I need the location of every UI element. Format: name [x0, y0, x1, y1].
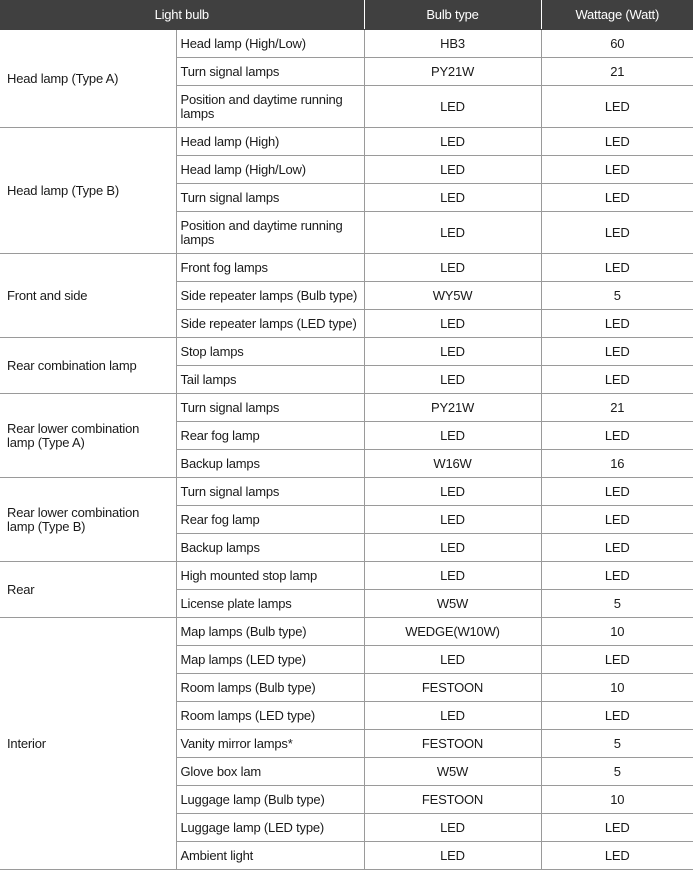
bulb-type-cell: LED [364, 562, 541, 590]
header-light-bulb: Light bulb [0, 0, 364, 30]
table-row [0, 618, 693, 646]
bulb-name-cell: Side repeater lamps (LED type) [176, 310, 364, 338]
header-row [0, 0, 693, 30]
wattage-cell: LED [541, 184, 693, 212]
wattage-cell: 16 [541, 450, 693, 478]
bulb-type-cell: LED [364, 534, 541, 562]
group-label: Head lamp (Type A) [0, 30, 176, 128]
bulb-name-cell: Ambient light [176, 842, 364, 870]
table-row [0, 254, 693, 282]
bulb-name-cell: Head lamp (High/Low) [176, 156, 364, 184]
bulb-name-cell: Position and daytime running lamps [176, 212, 364, 254]
wattage-cell: LED [541, 254, 693, 282]
bulb-name-cell: Room lamps (LED type) [176, 702, 364, 730]
wattage-cell: LED [541, 842, 693, 870]
table-body [0, 30, 693, 870]
bulb-name-cell: Head lamp (High) [176, 128, 364, 156]
wattage-cell: 10 [541, 786, 693, 814]
bulb-type-cell: LED [364, 646, 541, 674]
wattage-cell: LED [541, 338, 693, 366]
wattage-cell: 5 [541, 590, 693, 618]
wattage-cell: LED [541, 310, 693, 338]
bulb-type-cell: LED [364, 338, 541, 366]
bulb-name-cell: Backup lamps [176, 534, 364, 562]
group-label: Rear [0, 562, 176, 618]
bulb-name-cell: Vanity mirror lamps* [176, 730, 364, 758]
bulb-name-cell: Side repeater lamps (Bulb type) [176, 282, 364, 310]
bulb-name-cell: Turn signal lamps [176, 478, 364, 506]
bulb-name-cell: Turn signal lamps [176, 184, 364, 212]
bulb-name-cell: Luggage lamp (Bulb type) [176, 786, 364, 814]
group-label: Rear lower combination lamp (Type B) [0, 478, 176, 562]
wattage-cell: 10 [541, 674, 693, 702]
wattage-cell: LED [541, 422, 693, 450]
group-label: Head lamp (Type B) [0, 128, 176, 254]
wattage-cell: LED [541, 506, 693, 534]
bulb-name-cell: Rear fog lamp [176, 422, 364, 450]
wattage-cell: LED [541, 534, 693, 562]
header-wattage: Wattage (Watt) [541, 0, 693, 30]
wattage-cell: LED [541, 814, 693, 842]
wattage-cell: LED [541, 86, 693, 128]
wattage-cell: 10 [541, 618, 693, 646]
bulb-type-cell: HB3 [364, 30, 541, 58]
bulb-name-cell: License plate lamps [176, 590, 364, 618]
table-row [0, 128, 693, 156]
bulb-type-cell: WY5W [364, 282, 541, 310]
bulb-type-cell: LED [364, 184, 541, 212]
wattage-cell: 60 [541, 30, 693, 58]
bulb-type-cell: LED [364, 366, 541, 394]
bulb-type-cell: LED [364, 478, 541, 506]
table-row [0, 394, 693, 422]
bulb-name-cell: Tail lamps [176, 366, 364, 394]
bulb-type-cell: LED [364, 310, 541, 338]
bulb-type-cell: LED [364, 212, 541, 254]
wattage-cell: 5 [541, 730, 693, 758]
table-row [0, 562, 693, 590]
bulb-type-cell: W16W [364, 450, 541, 478]
bulb-type-cell: LED [364, 156, 541, 184]
bulb-type-cell: LED [364, 814, 541, 842]
bulb-name-cell: Stop lamps [176, 338, 364, 366]
bulb-type-cell: FESTOON [364, 674, 541, 702]
wattage-cell: 21 [541, 394, 693, 422]
header-bulb-type: Bulb type [364, 0, 541, 30]
table-row [0, 338, 693, 366]
wattage-cell: 5 [541, 758, 693, 786]
group-label: Interior [0, 618, 176, 870]
bulb-type-cell: FESTOON [364, 730, 541, 758]
bulb-type-cell: LED [364, 128, 541, 156]
bulb-name-cell: Backup lamps [176, 450, 364, 478]
bulb-type-cell: W5W [364, 590, 541, 618]
group-label: Front and side [0, 254, 176, 338]
wattage-cell: LED [541, 128, 693, 156]
bulb-name-cell: Rear fog lamp [176, 506, 364, 534]
bulb-type-cell: LED [364, 506, 541, 534]
bulb-name-cell: Glove box lam [176, 758, 364, 786]
wattage-cell: LED [541, 212, 693, 254]
bulb-name-cell: Turn signal lamps [176, 58, 364, 86]
bulb-type-cell: LED [364, 86, 541, 128]
group-label: Rear combination lamp [0, 338, 176, 394]
wattage-cell: LED [541, 366, 693, 394]
wattage-cell: LED [541, 156, 693, 184]
bulb-name-cell: Map lamps (Bulb type) [176, 618, 364, 646]
table-row [0, 30, 693, 58]
bulb-type-cell: LED [364, 842, 541, 870]
bulb-type-cell: FESTOON [364, 786, 541, 814]
table-header [0, 0, 693, 30]
bulb-name-cell: Luggage lamp (LED type) [176, 814, 364, 842]
bulb-name-cell: High mounted stop lamp [176, 562, 364, 590]
bulb-name-cell: Head lamp (High/Low) [176, 30, 364, 58]
group-label: Rear lower combination lamp (Type A) [0, 394, 176, 478]
wattage-cell: LED [541, 478, 693, 506]
bulb-type-cell: LED [364, 254, 541, 282]
table-row [0, 478, 693, 506]
bulb-name-cell: Turn signal lamps [176, 394, 364, 422]
wattage-cell: LED [541, 562, 693, 590]
bulb-type-cell: W5W [364, 758, 541, 786]
bulb-name-cell: Position and daytime running lamps [176, 86, 364, 128]
bulb-type-cell: PY21W [364, 58, 541, 86]
wattage-cell: 21 [541, 58, 693, 86]
bulb-type-cell: LED [364, 702, 541, 730]
bulb-type-cell: WEDGE(W10W) [364, 618, 541, 646]
bulb-type-cell: PY21W [364, 394, 541, 422]
wattage-cell: LED [541, 646, 693, 674]
bulb-name-cell: Room lamps (Bulb type) [176, 674, 364, 702]
bulb-name-cell: Map lamps (LED type) [176, 646, 364, 674]
wattage-cell: LED [541, 702, 693, 730]
wattage-cell: 5 [541, 282, 693, 310]
bulb-name-cell: Front fog lamps [176, 254, 364, 282]
bulb-type-cell: LED [364, 422, 541, 450]
